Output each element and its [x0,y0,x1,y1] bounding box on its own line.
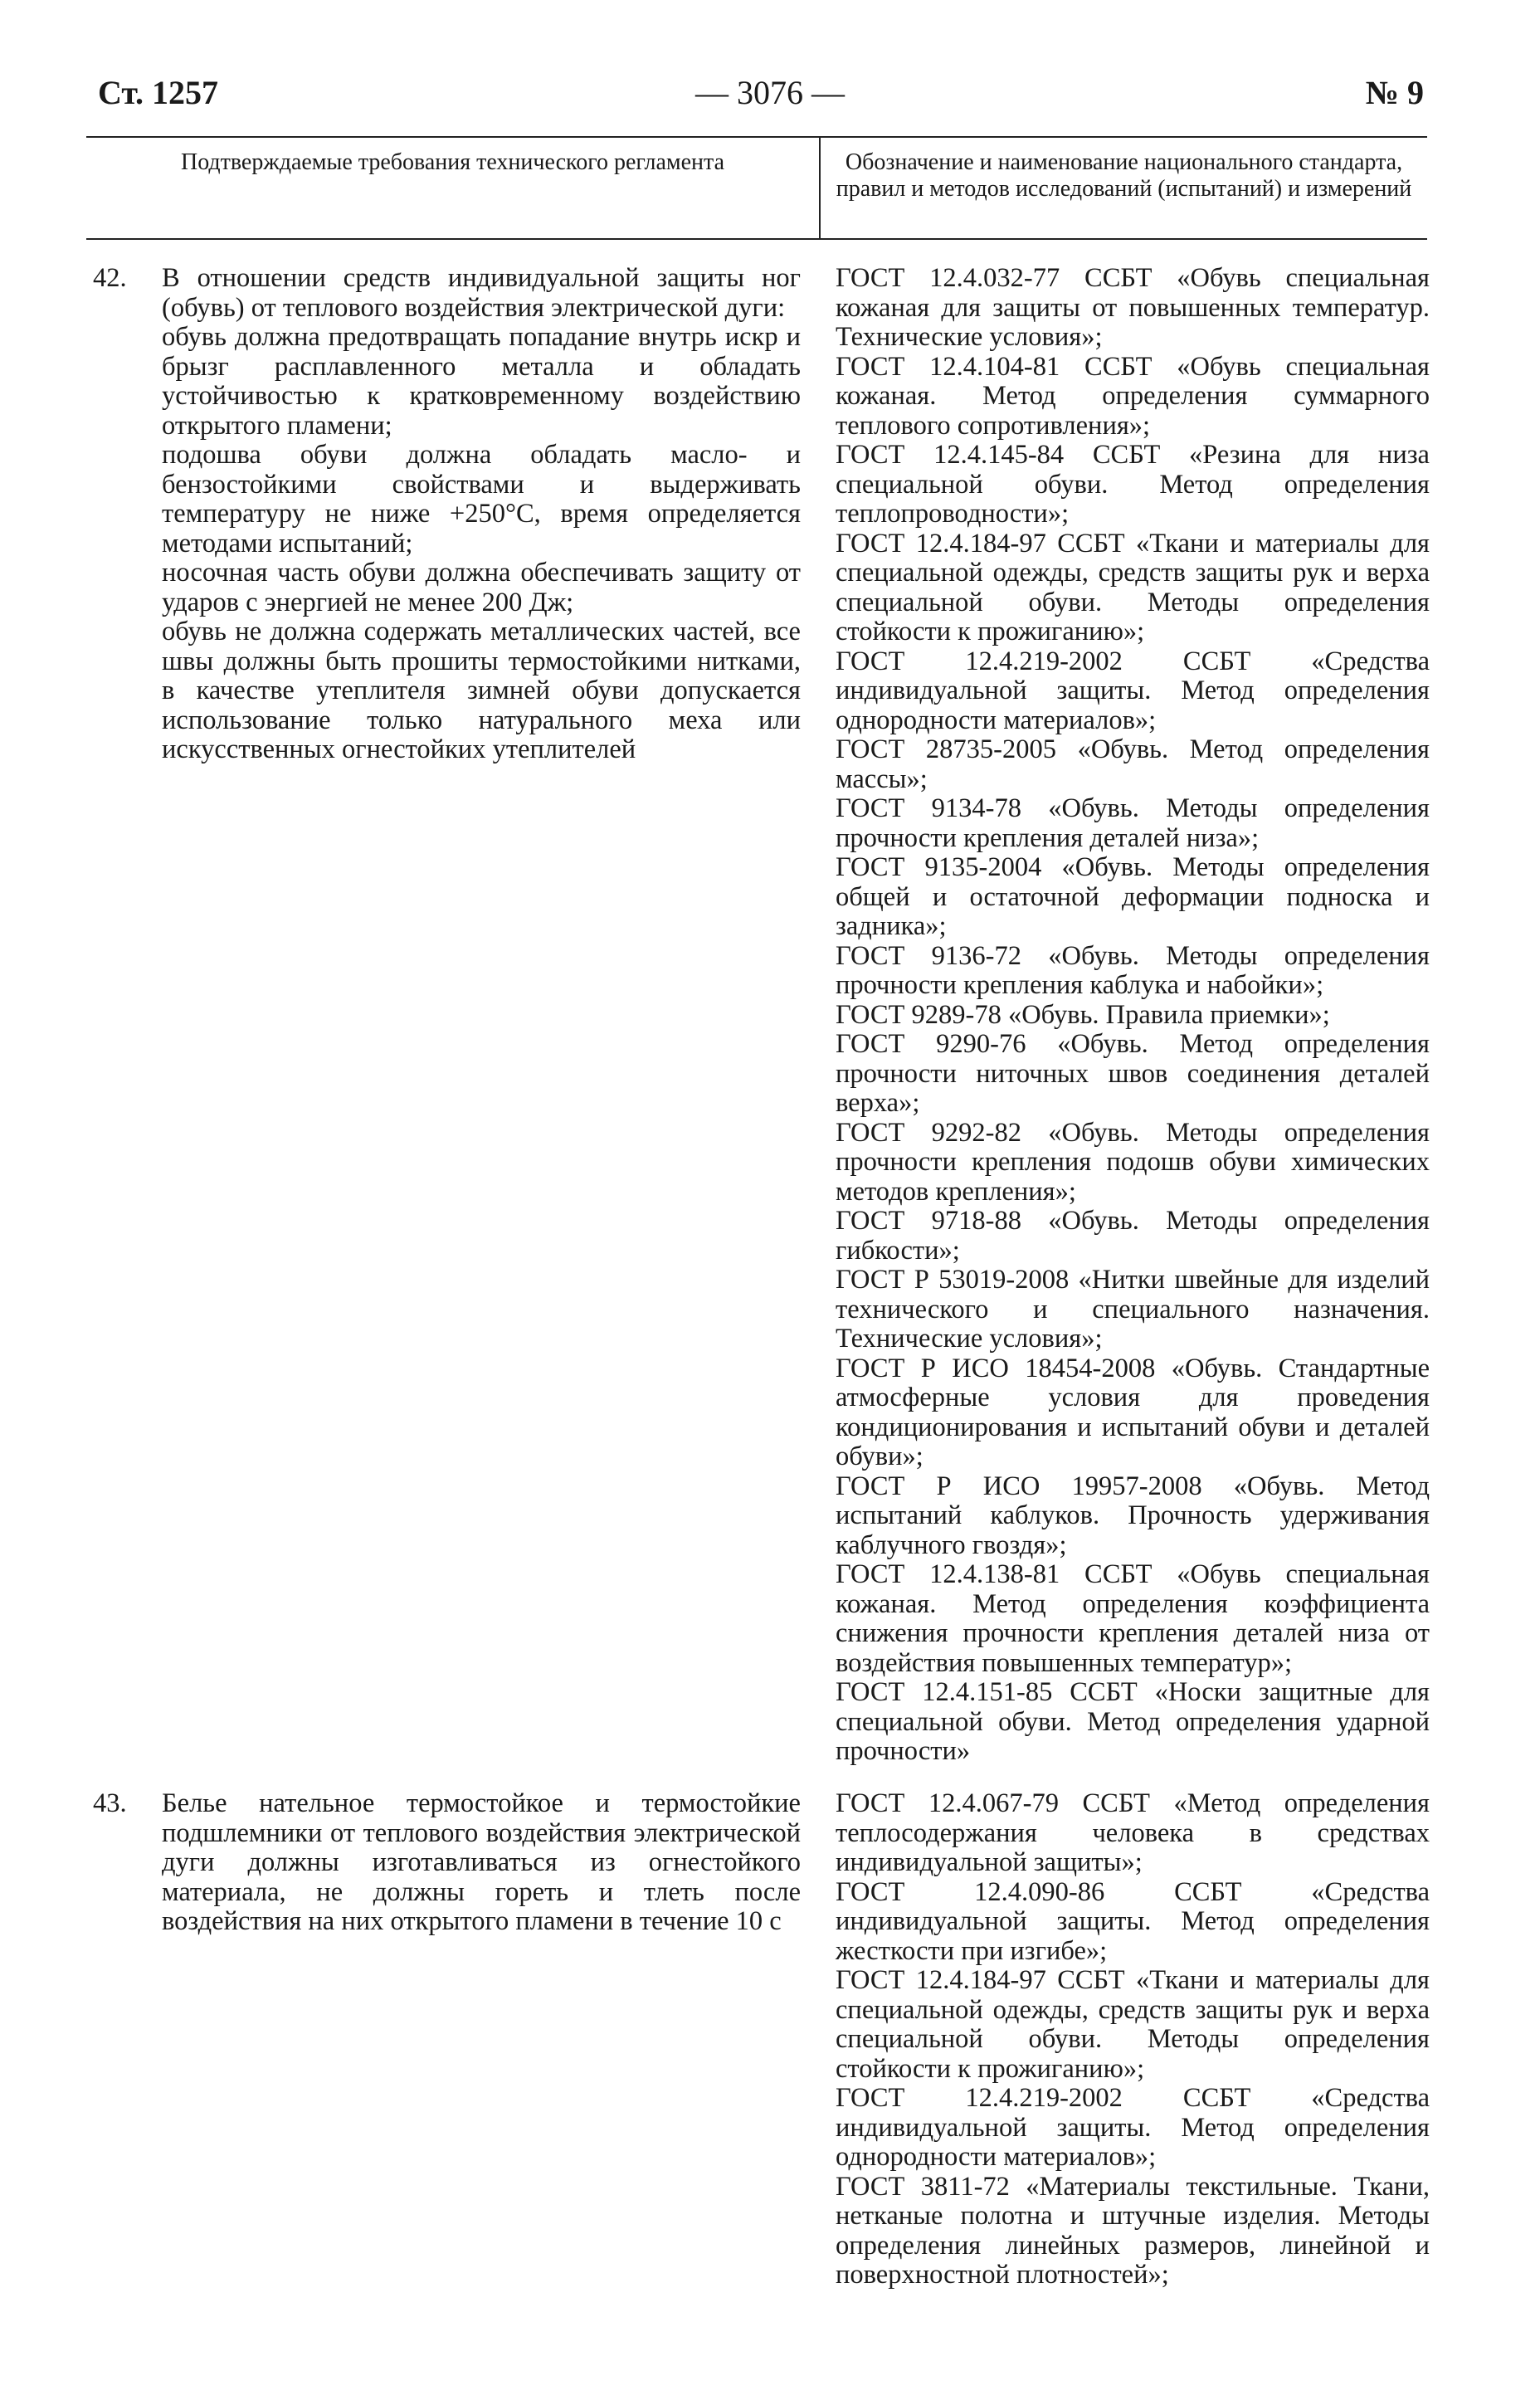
standard-entry: ГОСТ 9718-88 «Обувь. Методы определения гибкости»; [836,1206,1430,1266]
requirements-cell [162,1789,801,1937]
column-header-requirements: Подтверждаемые требования технического регламента [180,149,725,175]
requirement-paragraph: подошва обуви должна обладать масло- и бензостойкими свойствами и выдерживать температуру не ниже +250°C, время определяется методами испытаний; [162,440,801,559]
requirement-paragraph: носочная часть обуви должна обеспечивать защиту от ударов с энергией не менее 200 Дж; [162,558,801,617]
standard-entry: ГОСТ 9134-78 «Обувь. Методы определения прочности крепления деталей низа»; [836,793,1430,853]
table-top-rule [86,136,1427,138]
standard-entry: ГОСТ 9292-82 «Обувь. Методы определения прочности крепления подошв обуви химических методов крепления»; [836,1117,1430,1207]
row-number: 42. [93,263,127,293]
standard-entry: ГОСТ 12.4.219-2002 ССБТ «Средства индивидуальной защиты. Метод определения однородности материалов»; [836,646,1430,735]
requirement-paragraph: обувь не должна содержать металлических частей, все швы должны быть прошиты термостойкими нитками, в качестве утеплителя зимней обуви допускается использование только натурального меха или искусственных огнестойких утеплителей [162,617,801,764]
standard-entry: ГОСТ 12.4.184-97 ССБТ «Ткани и материалы для специальной одежды, средств защиты рук и верха специальной обуви. Методы определения стойкости к прожиганию»; [836,1965,1430,2084]
standard-entry: ГОСТ 12.4.219-2002 ССБТ «Средства индивидуальной защиты. Метод определения однородности материалов»; [836,2083,1430,2172]
standard-entry: ГОСТ 12.4.184-97 ССБТ «Ткани и материалы для специальной одежды, средств защиты рук и верха специальной обуви. Методы определения стойкости к прожиганию»; [836,528,1430,646]
requirement-paragraph: В отношении средств индивидуальной защиты ног (обувь) от теплового воздействия электрической дуги: [162,263,801,323]
standard-entry: ГОСТ 12.4.151-85 ССБТ «Носки защитные для специальной обуви. Метод определения ударной прочности» [836,1677,1430,1766]
standard-entry: ГОСТ Р 53019-2008 «Нитки швейные для изделий технического и специального назначения. Технические условия»; [836,1265,1430,1354]
standards-cell [836,1789,1430,2290]
standard-entry: ГОСТ 9136-72 «Обувь. Методы определения прочности крепления каблука и набойки»; [836,940,1430,1000]
requirements-cell [162,264,801,765]
standard-entry: ГОСТ Р ИСО 18454-2008 «Обувь. Стандартные атмосферные условия для проведения кондиционирования и испытаний обуви и деталей обуви»; [836,1353,1430,1471]
standard-entry: ГОСТ 12.4.090-86 ССБТ «Средства индивидуальной защиты. Метод определения жесткости при изгибе»; [836,1876,1430,1966]
article-number: Ст. 1257 [98,74,218,111]
table-header-rule [86,238,1427,240]
requirement-paragraph: обувь должна предотвращать попадание внутрь искр и брызг расплавленного металла и обладать устойчивостью к кратковременному воздействию открытого пламени; [162,322,801,441]
standard-entry: ГОСТ 12.4.032-77 ССБТ «Обувь специальная кожаная для защиты от повышенных температур. Технические условия»; [836,263,1430,352]
standard-entry: ГОСТ 9290-76 «Обувь. Метод определения прочности ниточных швов соединения деталей верха»; [836,1029,1430,1118]
standard-entry: ГОСТ 12.4.145-84 ССБТ «Резина для низа специальной обуви. Метод определения теплопроводности»; [836,440,1430,529]
standard-entry: ГОСТ 12.4.067-79 ССБТ «Метод определения теплосодержания человека в средствах индивидуальной защиты»; [836,1788,1430,1877]
column-header-standards: Обозначение и наименование национального стандарта, правил и методов исследований (испытаний) и измерений [836,149,1412,202]
page-number: — 3076 — [695,74,845,111]
standard-entry: ГОСТ 9289-78 «Обувь. Правила приемки»; [836,999,1330,1030]
issue-number: № 9 [1365,74,1424,111]
row-number: 43. [93,1788,127,1818]
standards-cell [836,264,1430,1767]
standard-entry: ГОСТ Р ИСО 19957-2008 «Обувь. Метод испытаний каблуков. Прочность удерживания каблучного гвоздя»; [836,1471,1430,1560]
standard-entry: ГОСТ 12.4.104-81 ССБТ «Обувь специальная кожаная. Метод определения суммарного теплового сопротивления»; [836,351,1430,441]
standard-entry: ГОСТ 9135-2004 «Обувь. Методы определения общей и остаточной деформации подноска и задника»; [836,852,1430,941]
standard-entry: ГОСТ 28735-2005 «Обувь. Метод определения массы»; [836,734,1430,794]
requirement-paragraph: Белье нательное термостойкое и термостойкие подшлемники от теплового воздействия электрической дуги должны изготавливаться из огнестойкого материала, не должны гореть и тлеть после воздействия на них открытого пламени в течение 10 с [162,1788,801,1936]
standard-entry: ГОСТ 3811-72 «Материалы текстильные. Ткани, нетканые полотна и штучные изделия. Методы определения линейных размеров, линейной и поверхностной плотностей»; [836,2171,1430,2290]
standard-entry: ГОСТ 12.4.138-81 ССБТ «Обувь специальная кожаная. Метод определения коэффициента снижения прочности крепления деталей низа от воздействия повышенных температур»; [836,1559,1430,1678]
